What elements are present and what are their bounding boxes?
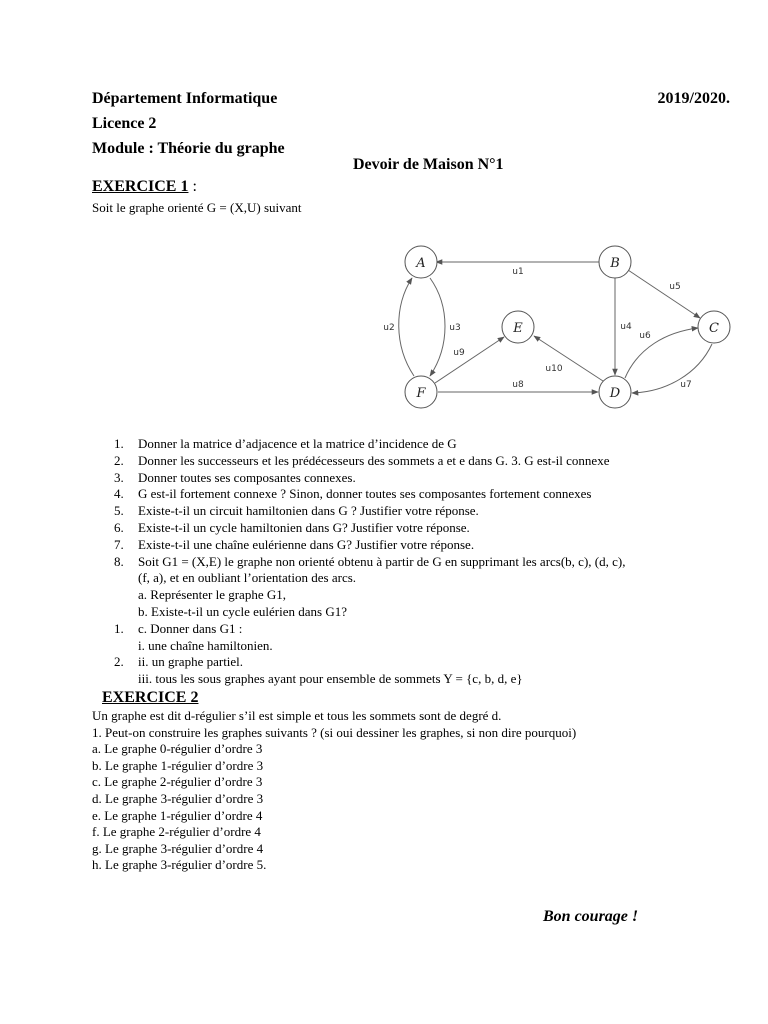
edge-label-u9: u9 xyxy=(453,348,465,358)
question-6 xyxy=(114,520,734,537)
question-8-text: Soit G1 = (X,E) le graphe non orienté obtenu à partir de G en supprimant les arcs(b, c), (d, c), xyxy=(138,553,626,569)
edge-u2 xyxy=(399,278,414,376)
edge-label-u3: u3 xyxy=(449,323,461,333)
node-label-e: E xyxy=(513,321,523,336)
edge-label-u5: u5 xyxy=(669,282,681,292)
document-header xyxy=(92,86,285,161)
edge-label-u7: u7 xyxy=(680,380,692,390)
edge-label-u4: u4 xyxy=(620,322,632,332)
question-8a xyxy=(114,587,734,604)
edge-u5 xyxy=(628,270,700,318)
question-7 xyxy=(114,537,734,554)
node-label-b: B xyxy=(610,256,620,271)
exercice-2-line-10: h. Le graphe 3-régulier d’ordre 5. xyxy=(92,857,267,873)
exercice-2-section xyxy=(92,688,576,874)
academic-year: 2019/2020. xyxy=(657,90,730,107)
question-4 xyxy=(114,486,734,503)
edge-u9 xyxy=(435,337,504,383)
edge-label-u1: u1 xyxy=(512,267,524,277)
question-4-number: 4. xyxy=(114,486,124,502)
exercice-2-line-7: e. Le graphe 1-régulier d’ordre 4 xyxy=(92,807,263,823)
question-5 xyxy=(114,503,734,520)
exercice-1-intro: Soit le graphe orienté G = (X,U) suivant xyxy=(92,200,302,215)
edge-label-u10: u10 xyxy=(545,364,563,374)
question-1 xyxy=(114,436,734,453)
question-8b xyxy=(114,604,734,621)
question-2 xyxy=(114,453,734,470)
question-5-text: Existe-t-il un circuit hamiltonien dans G ? Justifier votre réponse. xyxy=(138,503,479,519)
question-3-text: Donner toutes ses composantes connexes. xyxy=(138,469,356,485)
directed-graph-figure xyxy=(376,236,740,422)
question-6-number: 6. xyxy=(114,519,124,535)
question-8 xyxy=(114,554,734,571)
question-8c-iii xyxy=(114,671,734,688)
question-line-13-text: i. une chaîne hamiltonien. xyxy=(138,637,273,653)
exercice-2-line-3: a. Le graphe 0-régulier d’ordre 3 xyxy=(92,741,263,757)
question-7-number: 7. xyxy=(114,536,124,552)
question-3-number: 3. xyxy=(114,469,124,485)
module-name: Module : Théorie du graphe xyxy=(92,140,285,157)
node-label-d: D xyxy=(609,386,621,401)
edge-u3 xyxy=(430,278,445,376)
question-2-text: Donner les successeurs et les prédécesseurs des sommets a et e dans G. 3. G est-il connexe xyxy=(138,452,610,468)
exercice-2-line-5: c. Le graphe 2-régulier d’ordre 3 xyxy=(92,774,263,790)
edge-u6 xyxy=(625,328,698,378)
exercice-2-line-2: 1. Peut-on construire les graphes suivants ? (si oui dessiner les graphes, si non dire pourquoi) xyxy=(92,724,577,740)
question-5-number: 5. xyxy=(114,503,124,519)
node-label-f: F xyxy=(416,386,426,401)
question-8-continuation xyxy=(114,570,734,587)
document-title: Devoir de Maison N°1 xyxy=(353,156,504,173)
question-line-12-number: 1. xyxy=(114,620,124,636)
closing-message: Bon courage ! xyxy=(543,908,639,925)
exercice-1-title-suffix: : xyxy=(188,178,197,195)
edge-label-u2: u2 xyxy=(383,323,395,333)
question-8c xyxy=(114,621,734,638)
question-line-14-text: ii. un graphe partiel. xyxy=(138,654,244,670)
exercice-1-questions xyxy=(114,436,734,688)
exercice-2-line-4: b. Le graphe 1-régulier d’ordre 3 xyxy=(92,757,264,773)
node-label-c: C xyxy=(709,321,719,336)
level: Licence 2 xyxy=(92,115,157,132)
department-name: Département Informatique xyxy=(92,90,278,107)
exercice-2-line-9: g. Le graphe 3-régulier d’ordre 4 xyxy=(92,840,264,856)
question-6-text: Existe-t-il un cycle hamiltonien dans G? Justifier votre réponse. xyxy=(138,519,470,535)
exercice-2-line-1: Un graphe est dit d-régulier s’il est simple et tous les sommets sont de degré d. xyxy=(92,708,502,723)
question-4-text: G est-il fortement connexe ? Sinon, donner toutes ses composantes fortement connexes xyxy=(138,486,592,502)
exercice-2-title: EXERCICE 2 xyxy=(102,689,199,706)
question-line-9-text: (f, a), et en oubliant l’orientation des arcs. xyxy=(138,570,357,586)
question-line-11-text: b. Existe-t-il un cycle eulérien dans G1? xyxy=(138,603,348,619)
exercice-2-line-8: f. Le graphe 2-régulier d’ordre 4 xyxy=(92,824,261,840)
question-line-14-number: 2. xyxy=(114,654,124,670)
question-8c-i xyxy=(114,638,734,655)
exercice-1-heading xyxy=(92,176,197,198)
edge-label-u6: u6 xyxy=(639,331,651,341)
question-line-10-text: a. Représenter le graphe G1, xyxy=(138,587,286,603)
edge-label-u8: u8 xyxy=(512,380,524,390)
node-label-a: A xyxy=(416,256,426,271)
question-line-15-text: iii. tous les sous graphes ayant pour ensemble de sommets Y = {c, b, d, e} xyxy=(138,671,523,687)
question-1-text: Donner la matrice d’adjacence et la matrice d’incidence de G xyxy=(138,436,457,451)
question-3 xyxy=(114,470,734,487)
question-7-text: Existe-t-il une chaîne eulérienne dans G? Justifier votre réponse. xyxy=(138,536,475,552)
question-line-12-text: c. Donner dans G1 : xyxy=(138,620,243,636)
exercice-2-line-6: d. Le graphe 3-régulier d’ordre 3 xyxy=(92,790,264,806)
exercice-1-title: EXERCICE 1 xyxy=(92,178,189,195)
question-1-number: 1. xyxy=(114,436,124,451)
edge-u10 xyxy=(534,336,603,381)
question-8c-ii xyxy=(114,654,734,671)
question-8-number: 8. xyxy=(114,553,124,569)
question-2-number: 2. xyxy=(114,452,124,468)
